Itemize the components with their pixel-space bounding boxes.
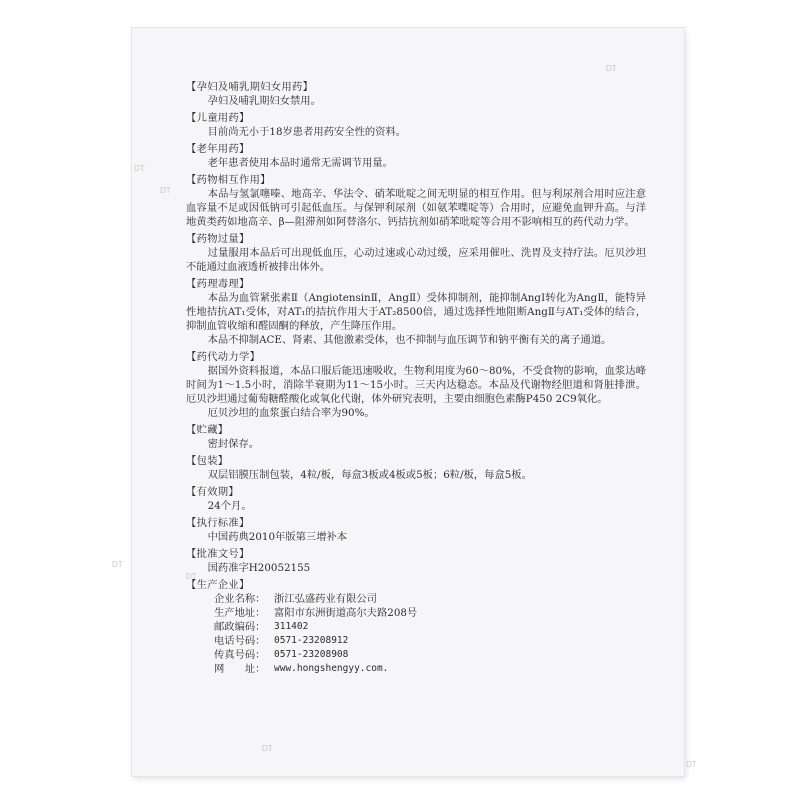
section-heading: 【儿童用药】: [186, 112, 250, 124]
section-paragraph: 过量服用本品后可出现低血压，心动过速或心动过缓，应采用催吐、洗胃及支持疗法。厄贝沙坦不能通过血液透析被排出体外。: [186, 247, 646, 273]
section-paragraph: 孕妇及哺乳期妇女禁用。: [207, 95, 321, 107]
section-packaging: [186, 454, 646, 482]
section-heading: 【药物相互作用】: [186, 174, 271, 186]
field-label: 传真号码：: [214, 649, 266, 661]
section-heading: 【贮藏】: [186, 424, 229, 436]
website: www.hongshengyy.com.: [274, 663, 389, 674]
section-paragraph: 本品为血管紧张素Ⅱ（AngiotensinⅡ，AngⅡ）受体抑制剂，能抑制AngⅠ转化为AngⅡ，能特异性地拮抗AT₁受体，对AT₁的拮抗作用大于AT₂8500倍，通过选择性地阻断AngⅡ与AT₁受体的结合，抑制血管收缩和醛固酮的释放，产生降压作用。: [186, 292, 646, 332]
section-manufacturer: [186, 578, 646, 676]
manufacturer-row: [186, 648, 646, 662]
fax-number: 0571-23208908: [274, 649, 349, 660]
watermark: DT: [112, 560, 123, 569]
watermark: DT: [186, 572, 197, 581]
section-heading: 【批准文号】: [186, 548, 250, 560]
section-paragraph: 老年患者使用本品时通常无需调节用量。: [207, 157, 393, 169]
watermark: DT: [686, 760, 697, 769]
field-label: 邮政编码：: [214, 621, 266, 633]
section-heading: 【老年用药】: [186, 143, 250, 155]
section-standard: [186, 516, 646, 544]
section-heading: 【执行标准】: [186, 517, 250, 529]
section-heading: 【药物过量】: [186, 233, 250, 245]
section-paragraph: 国药准字H20052155: [207, 562, 311, 574]
section-heading: 【孕妇及哺乳期妇女用药】: [186, 81, 314, 93]
field-label: 网 址：: [214, 663, 266, 675]
field-label: 企业名称：: [214, 593, 266, 605]
phone-number: 0571-23208912: [274, 635, 349, 646]
section-heading: 【包装】: [186, 455, 229, 467]
section-pregnancy: [186, 80, 646, 108]
section-heading: 【药代动力学】: [186, 351, 261, 363]
section-paragraph: 密封保存。: [207, 438, 260, 450]
watermark: DT: [134, 164, 145, 173]
section-storage: [186, 423, 646, 451]
section-paragraph: 24个月。: [207, 500, 252, 512]
leaflet-text: [186, 80, 646, 676]
watermark: DT: [160, 186, 171, 195]
manufacturer-row: [186, 662, 646, 676]
section-paragraph: 据国外资料报道，本品口服后能迅速吸收，生物利用度为60～80%，不受食物的影响，血浆达峰时间为1～1.5小时，消除半衰期为11～15小时。三天内达稳态。本品及代谢物经胆道和肾脏排泄。厄贝沙坦通过葡萄糖醛酸化或氧化代谢，体外研究表明，主要由细胞色素酶P450 2C9氧化。: [186, 365, 646, 405]
section-paragraph: 中国药典2010年版第三增补本: [207, 531, 348, 543]
section-paragraph: 本品不抑制ACE、肾素、其他激素受体，也不抑制与血压调节和钠平衡有关的离子通道。: [207, 334, 612, 346]
postal-code: 311402: [274, 621, 309, 632]
section-heading: 【药理毒理】: [186, 278, 250, 290]
section-approval-number: [186, 547, 646, 575]
manufacturer-row: [186, 620, 646, 634]
field-label: 电话号码：: [214, 635, 266, 647]
section-paragraph: 双层铝膜压制包装，4粒/板，每盒3板或4板或5板；6粒/板，每盒5板。: [207, 469, 532, 481]
watermark: DT: [606, 64, 617, 73]
manufacturer-row: [186, 606, 646, 620]
field-label: 生产地址：: [214, 607, 266, 619]
section-interactions: [186, 173, 646, 229]
section-paragraph: 厄贝沙坦的血浆蛋白结合率为90%。: [207, 407, 375, 419]
section-paragraph: 本品与氢氯噻嗪、地高辛、华法令、硝苯吡啶之间无明显的相互作用。但与利尿剂合用时应注意血容量不足或因低钠可引起低血压。与保钾利尿剂（如氨苯喋啶等）合用时，应避免血钾升高。与洋地黄类药如地高辛、β—阻滞剂如阿替洛尔、钙拮抗剂如硝苯吡啶等合用不影响相互的药代动力学。: [186, 188, 646, 228]
section-overdose: [186, 232, 646, 274]
section-heading: 【生产企业】: [186, 579, 250, 591]
watermark: DT: [262, 744, 273, 753]
company-address: 富阳市东洲街道高尔夫路208号: [274, 607, 418, 619]
section-pharmacology: [186, 277, 646, 347]
manufacturer-row: [186, 592, 646, 606]
section-pediatric: [186, 111, 646, 139]
section-geriatric: [186, 142, 646, 170]
section-shelf-life: [186, 485, 646, 513]
section-heading: 【有效期】: [186, 486, 239, 498]
manufacturer-row: [186, 634, 646, 648]
section-paragraph: 目前尚无小于18岁患者用药安全性的资料。: [207, 126, 407, 138]
company-name: 浙江弘盛药业有限公司: [274, 593, 377, 605]
section-pharmacokinetics: [186, 350, 646, 420]
